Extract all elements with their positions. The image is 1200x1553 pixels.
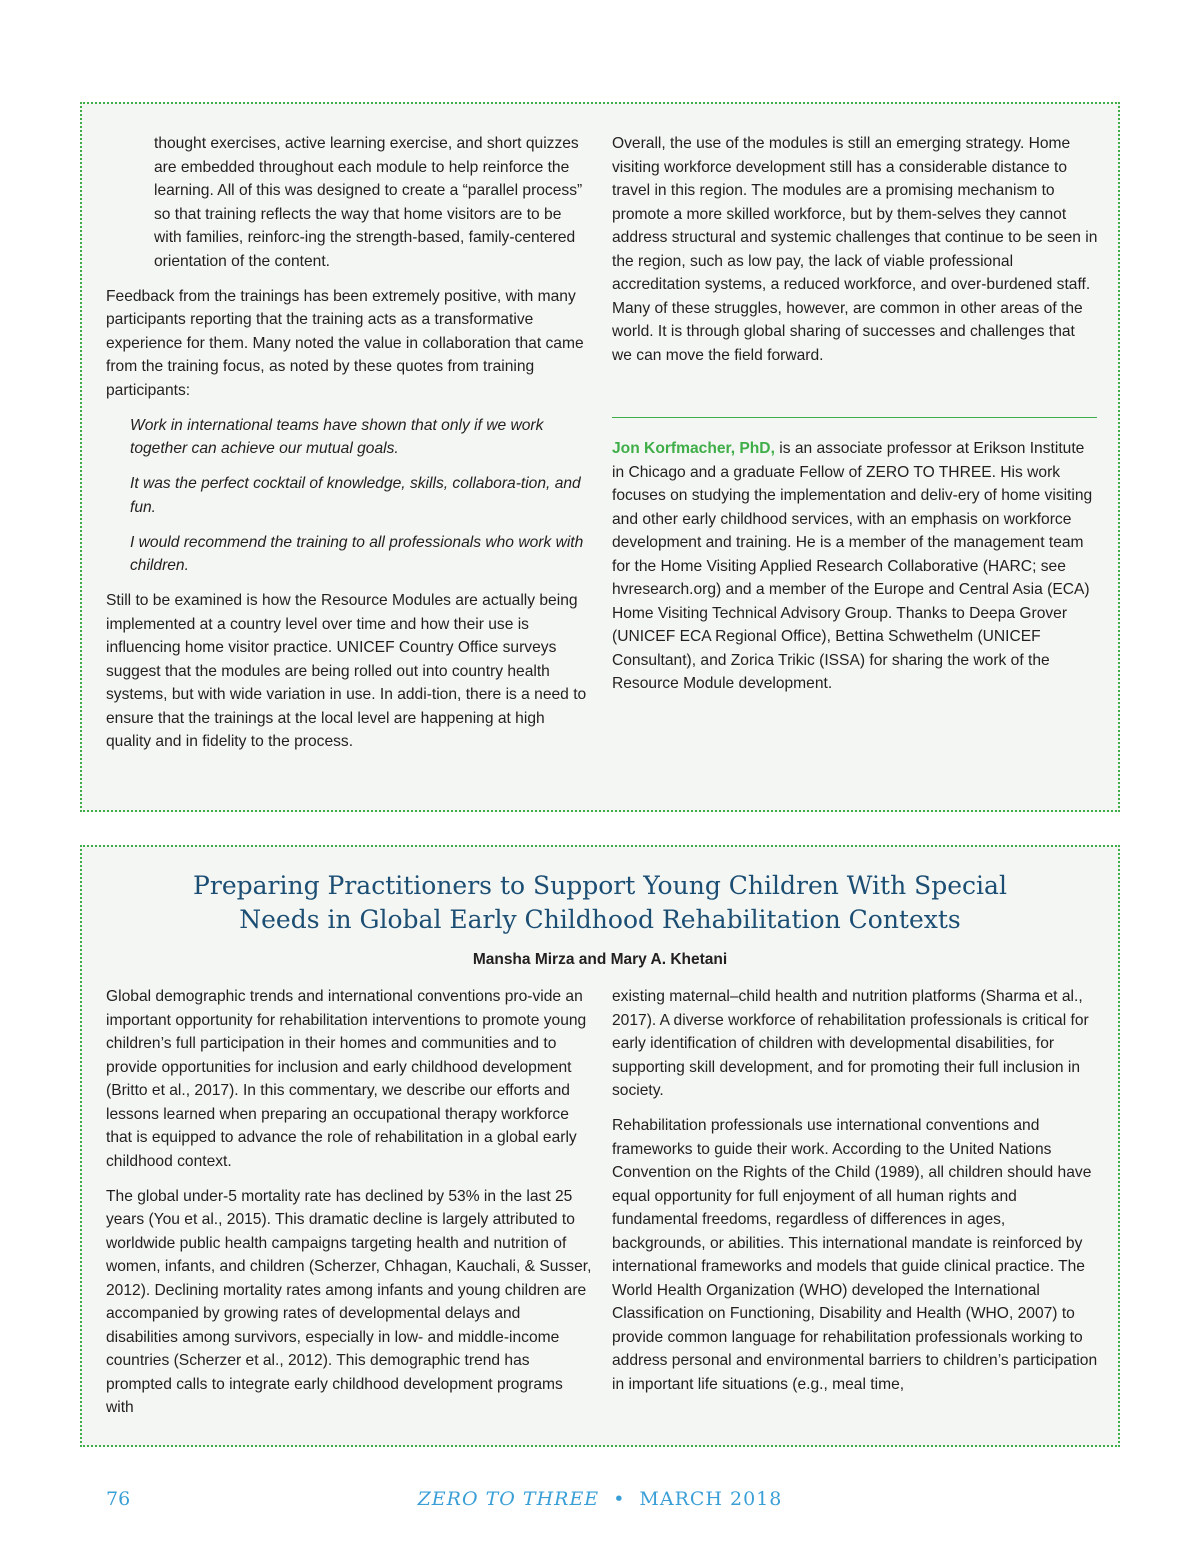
paragraph: The global under-5 mortality rate has declined by 53% in the last 25 years (You et al., 2015). This dramatic decline is largely attributed to worldwide public health campaigns targeting health and nutrition of women, infants, and children (Scherzer, Chhagan, Kauchali, & Susser, 2012). Declining mortality rates among infants and young children are accompanied by growing rates of developmental delays and disabilities among survivors, especially in low- and middle-income countries (Scherzer et al., 2012). This demographic trend has prompted calls to integrate early childhood development programs with bbox=[106, 1187, 592, 1416]
page-number: 76 bbox=[106, 1488, 131, 1510]
author-bio bbox=[612, 437, 1098, 707]
article-title bbox=[82, 869, 1118, 937]
article-authors: Mansha Mirza and Mary A. Khetani bbox=[472, 951, 728, 968]
bio-author-name: Jon Korfmacher, PhD, bbox=[612, 440, 775, 457]
participant-quote: Work in international teams have shown that only if we work together can achieve our mutual goals. bbox=[130, 416, 544, 457]
article-box bbox=[80, 845, 1120, 1447]
paragraph: Rehabilitation professionals use international conventions and frameworks to guide their work. According to the United Nations Convention on the Rights of the Child (1989), all children should have equal opportunity for full enjoyment of all human rights and fundamental freedoms, regardless of differences in ages, backgrounds, or abilities. This international mandate is reinforced by international frameworks and models that guide clinical practice. The World Health Organization (WHO) developed the International Classification on Functioning, Disability and Health (WHO, 2007) to provide common language for rehabilitation professionals working to address personal and environmental barriers to children’s participation in important life situations (e.g., meal time, bbox=[612, 1117, 1098, 1393]
paragraph: thought exercises, active learning exercise, and short quizzes are embedded throughout each module to help reinforce the learning. All of this was designed to create a “parallel process” so that training reflects the way that home visitors are to be with families, reinforc-ing the strength-based, family-centered orientation of the content. bbox=[154, 135, 583, 270]
participant-quote: I would recommend the training to all professionals who work with children. bbox=[130, 533, 584, 574]
bio-divider bbox=[612, 417, 1097, 418]
footer-separator: • bbox=[613, 1488, 626, 1510]
publication-name: ZERO TO THREE bbox=[417, 1488, 600, 1510]
right-column bbox=[612, 132, 1098, 379]
bio-text: is an associate professor at Erikson Institute in Chicago and a graduate Fellow of ZERO TO THREE. His work focuses on studying the implementation and deliv-ery of home visiting and other early childhood services, with an emphasis on workforce development and training. He is a member of the management team for the Home Visiting Applied Research Collaborative (HARC; see hvresearch.org) and a member of the Europe and Central Asia (ECA) Home Visiting Technical Advisory Group. Thanks to Deepa Grover (UNICEF ECA Regional Office), Bettina Schwethelm (UNICEF Consultant), and Zorica Trikic (ISSA) for sharing the work of the Resource Module development. bbox=[612, 440, 1093, 692]
right-column bbox=[612, 985, 1098, 1408]
article-title-line: Preparing Practitioners to Support Young Children With Special bbox=[193, 871, 1007, 900]
left-column bbox=[106, 985, 592, 1431]
participant-quote: It was the perfect cocktail of knowledge, skills, collabora-tion, and fun. bbox=[130, 475, 581, 516]
issue-date: MARCH 2018 bbox=[639, 1488, 783, 1510]
left-column bbox=[106, 132, 592, 765]
paragraph: Feedback from the trainings has been extremely positive, with many participants reporting that the training acts as a transformative experience for them. Many noted the value in collaboration that came from the training focus, as noted by these quotes from training participants: bbox=[106, 287, 584, 399]
running-footer bbox=[0, 1488, 1200, 1510]
paragraph: existing maternal–child health and nutrition platforms (Sharma et al., 2017). A diverse workforce of rehabilitation professionals is critical for early identification of children with developmental disabilities, for supporting skill development, and for promoting their full inclusion in society. bbox=[612, 988, 1089, 1099]
paragraph: Still to be examined is how the Resource Modules are actually being implemented at a country level over time and how their use is influencing home visitor practice. UNICEF Country Office surveys suggest that the modules are being rolled out into country health systems, but with wide variation in use. In addi-tion, there is a need to ensure that the trainings at the local level are happening at high quality and in fidelity to the process. bbox=[106, 592, 587, 750]
paragraph: Overall, the use of the modules is still an emerging strategy. Home visiting workforce development still has a considerable distance to travel in this region. The modules are a promising mechanism to promote a more skilled workforce, but by them-selves they cannot address structural and systemic challenges that continue to be seen in the region, such as low pay, the lack of viable professional accreditation systems, a reduced workforce, and over-burdened staff. Many of these struggles, however, are common in other areas of the world. It is through global sharing of successes and challenges that we can move the field forward. bbox=[612, 135, 1098, 364]
article-continuation-box bbox=[80, 102, 1120, 812]
paragraph: Global demographic trends and international conventions pro-vide an important opportunity for rehabilitation interventions to promote young children’s full participation in their homes and communities and to provide opportunities for inclusion and early childhood development (Britto et al., 2017). In this commentary, we describe our efforts and lessons learned when preparing an occupational therapy workforce that is equipped to advance the role of rehabilitation in a global early childhood context. bbox=[106, 988, 587, 1170]
article-title-line: Needs in Global Early Childhood Rehabilitation Contexts bbox=[239, 905, 961, 934]
